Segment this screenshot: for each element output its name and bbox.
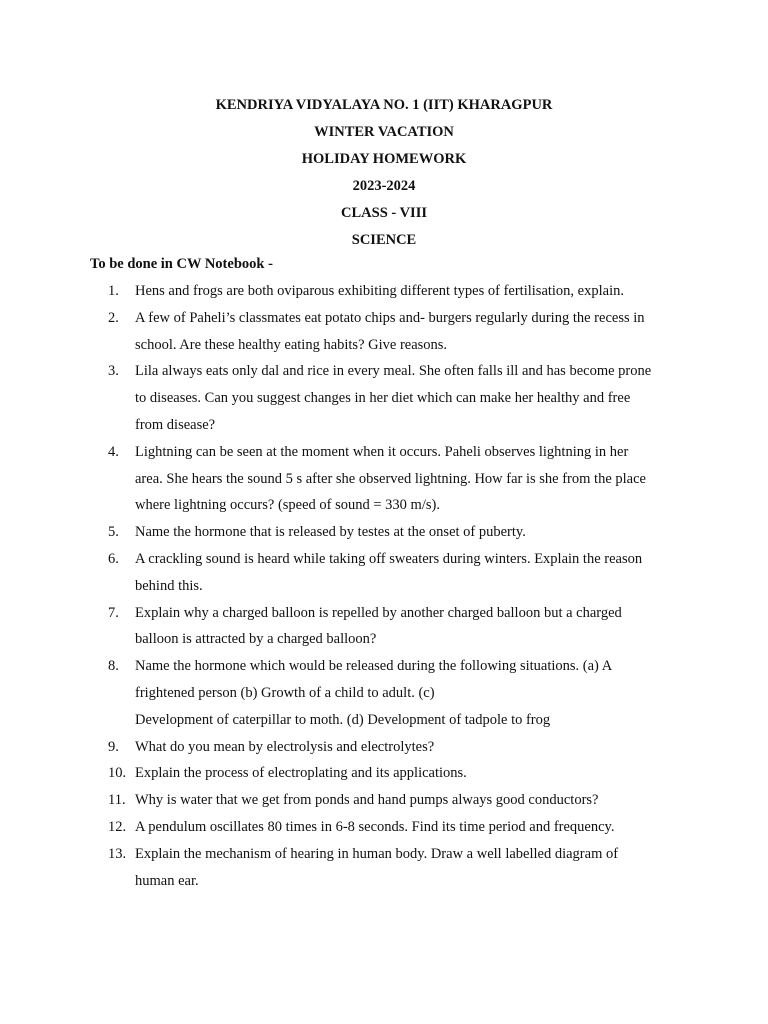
session-year: 2023-2024 [352,178,416,194]
question-item [0,278,768,305]
question-text: Lightning can be seen at the moment when it occurs. Paheli observes lightning in her area. She hears the sound 5 s after she observed lightning. How far is she from the place where lightning occurs? (speed of sound = 330 m/s). [135,443,646,514]
question-text: Lila always eats only dal and rice in every meal. She often falls ill and has become prone to diseases. Can you suggest changes in her diet which can make her healthy and free from disease? [135,363,652,433]
question-number: 9. [108,738,119,755]
question-item [0,787,768,814]
question-item [0,439,768,519]
question-item [0,600,768,654]
question-item [0,653,768,733]
question-number: 11. [108,792,126,809]
question-text: Explain the process of electroplating and its applications. [135,765,467,782]
homework-title: HOLIDAY HOMEWORK [301,151,467,167]
question-list [0,278,768,894]
question-item [0,546,768,600]
question-text: Explain why a charged balloon is repelled by another charged balloon but a charged balloon is attracted by a charged balloon? [135,604,622,648]
question-item [0,734,768,761]
question-number: 1. [108,283,119,299]
subject-label: SCIENCE [351,232,417,248]
question-item [0,305,768,359]
question-number: 13. [108,845,127,862]
question-text: Name the hormone which would be released during the following situations. (a) A frightened person (b) Growth of a child to adult. (c) Development of caterpillar to moth. (d) Development of tadpole to frog [135,658,613,728]
question-number: 5. [108,524,119,541]
instruction-text: To be done in CW Notebook - [90,256,273,272]
question-text: Explain the mechanism of hearing in human body. Draw a well labelled diagram of human ear. [135,845,619,889]
question-text: A few of Paheli’s classmates eat potato chips and- burgers regularly during the recess in school. Are these healthy eating habits? Give reasons. [135,309,645,353]
question-number: 2. [108,309,119,326]
question-number: 7. [108,604,119,621]
question-number: 10. [108,765,127,782]
question-text: Hens and frogs are both oviparous exhibiting different types of fertilisation, explain. [135,283,624,299]
question-item [0,841,768,895]
question-text: A crackling sound is heard while taking off sweaters during winters. Explain the reason behind this. [135,550,643,594]
question-text: A pendulum oscillates 80 times in 6-8 seconds. Find its time period and frequency. [135,818,615,835]
school-name: KENDRIYA VIDYALAYA NO. 1 (IIT) KHARAGPUR [215,97,553,113]
question-number: 12. [108,818,127,835]
vacation-title: WINTER VACATION [314,124,454,140]
question-item [0,358,768,438]
question-item [0,760,768,787]
question-number: 4. [108,443,119,460]
question-number: 8. [108,658,119,675]
document-header [0,92,768,254]
question-number: 6. [108,550,119,567]
question-text: Name the hormone that is released by testes at the onset of puberty. [135,524,526,541]
question-text: Why is water that we get from ponds and hand pumps always good conductors? [135,792,599,809]
question-text: What do you mean by electrolysis and electrolytes? [135,738,435,755]
question-item [0,519,768,546]
class-label: CLASS - VIII [341,205,427,221]
question-number: 3. [108,363,119,380]
question-item [0,814,768,841]
